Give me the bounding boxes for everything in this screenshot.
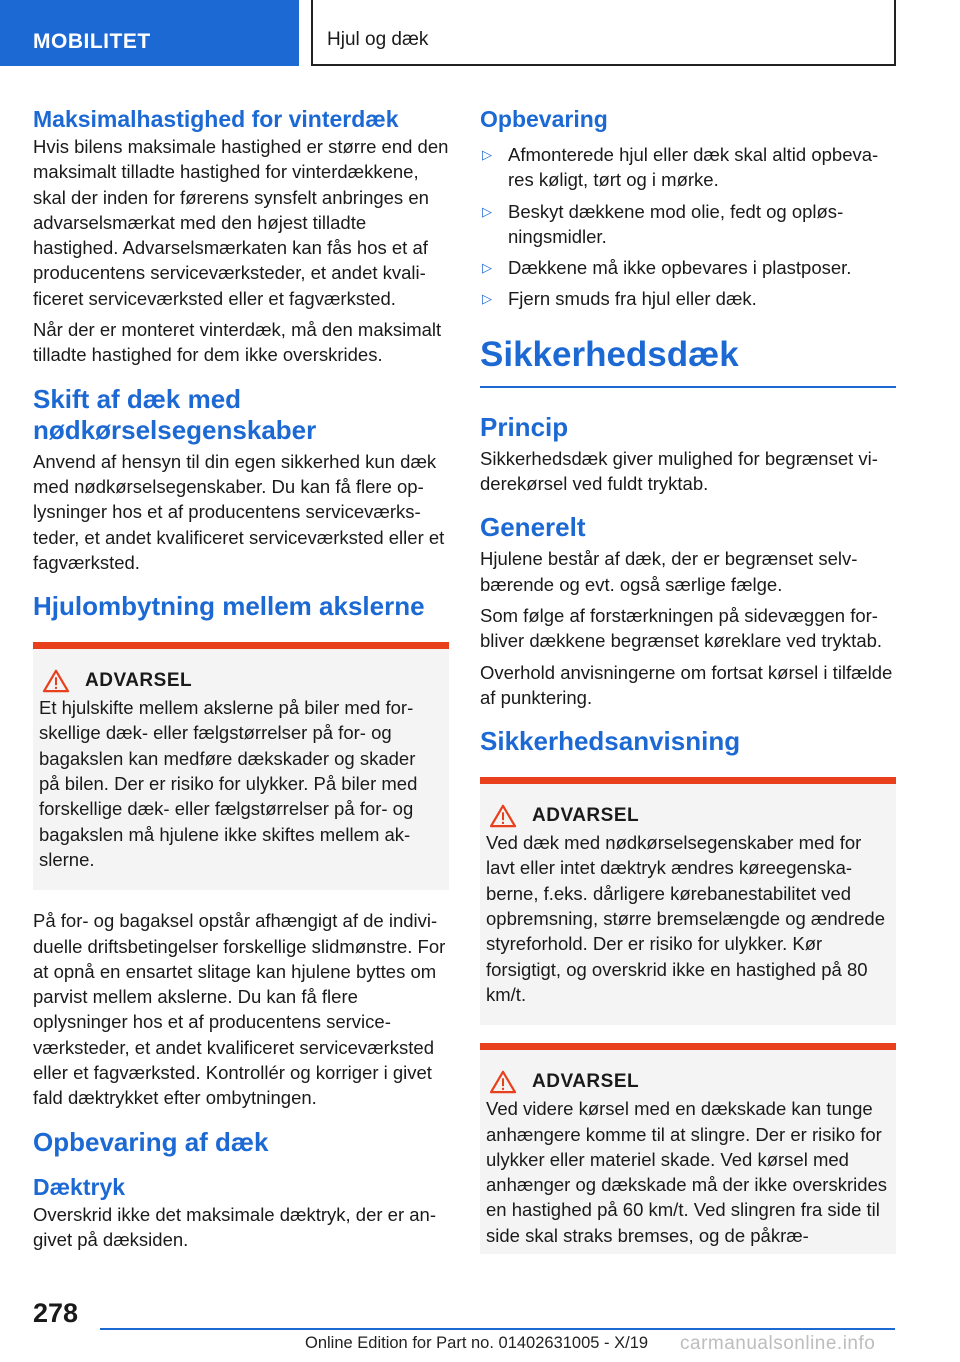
heading-runflat-change: Skift af dæk med nødkørselsegenskaber xyxy=(33,383,317,445)
triangle-bullet-icon: ▷ xyxy=(482,291,492,307)
paragraph: Hjulene består af dæk, der er begrænset selvbærende og evt. også særlige fælge. xyxy=(480,548,858,595)
heading-safety-tyres: Sikkerhedsdæk xyxy=(480,334,896,388)
warning-triangle-icon xyxy=(41,669,71,693)
warning-box xyxy=(480,1043,896,1254)
page-header xyxy=(0,0,960,66)
list-item: ▷ Fjern smuds fra hjul eller dæk. xyxy=(480,286,896,311)
warning-header xyxy=(486,1070,888,1094)
storage-list xyxy=(480,142,896,312)
heading-winter-speed: Maksimalhastighed for vinterdæk xyxy=(33,106,399,132)
triangle-bullet-icon: ▷ xyxy=(482,203,492,219)
list-item: ▷ Beskyt dækkene mod olie, fedt og opløsningsmidler. xyxy=(482,200,844,247)
heading-safety-notes: Sikkerhedsanvisning xyxy=(480,726,741,757)
paragraph: Anvend af hensyn til din egen sikkerhed kun dæk med nødkørselsegenskaber. Du kan få flere oplysninger hos et af producentens serviceværksteder, et andet kvalificeret serviceværksted eller et fagværksted. xyxy=(33,450,445,573)
heading-tyre-storage: Opbevaring af dæk xyxy=(33,1126,269,1157)
right-column xyxy=(480,100,896,1272)
chapter-title: Hjul og dæk xyxy=(311,0,896,66)
warning-box xyxy=(33,642,449,890)
paragraph: Overhold anvisningerne om fortsat kørsel i tilfælde af punktering. xyxy=(480,661,893,708)
triangle-bullet-icon: ▷ xyxy=(482,260,492,276)
page-number: 278 xyxy=(33,1298,79,1328)
warning-triangle-icon xyxy=(488,1070,518,1094)
site-watermark: carmanualsonline.info xyxy=(680,1333,876,1354)
heading-tyre-pressure: Dæktryk xyxy=(33,1173,126,1200)
paragraph: Når der er monteret vinterdæk, må den maksimalt tilladte hastighed for dem ikke overskrides. xyxy=(33,319,442,366)
warning-text: Ved videre kørsel med en dækskade kan tunge anhængere komme til at slingre. Der er risiko for ulykker eller materiel skade. Ved kørsel med anhænger og dækskade må der ikke overskrides en hastighed på 60 km/t. Ved slingren fra side til side skal straks bremses, og de påkræ- xyxy=(486,1098,888,1246)
warning-label: ADVARSEL xyxy=(532,805,640,827)
edition-info: Online Edition for Part no. 01402631005 - X/19 xyxy=(305,1334,649,1352)
paragraph: Overskrid ikke det maksimale dæktryk, der er angivet på dæksiden. xyxy=(33,1203,437,1250)
warning-label: ADVARSEL xyxy=(85,670,193,692)
paragraph: Som følge af forstærkningen på sidevæggen forbliver dækkene begrænset køreklare ved tryktab. xyxy=(480,604,883,652)
footer-rule xyxy=(100,1328,895,1330)
warning-header xyxy=(486,804,888,828)
paragraph: Hvis bilens maksimale hastighed er større end den maksimalt tilladte hastighed for vinterdækkene, skal der inden for førerens synsfelt anbringes en advarselsmærkat med den højest tilladte hastighed. Advarselsmærkaten kan fås hos et af producentens serviceværksteder, et andet kvalificeret serviceværksted eller et fagværksted. xyxy=(33,136,449,309)
list-item: ▷ Afmonterede hjul eller dæk skal altid opbevares køligt, tørt og i mørke. xyxy=(482,144,879,191)
section-tab: MOBILITET xyxy=(0,0,299,66)
paragraph: På for- og bagaksel opstår afhængigt af de individuelle driftsbetingelser forskellige slidmønstre. For at opnå en ensartet slitage kan hjulene byttes om parvist mellem akslerne. Du kan få flere oplysninger hos et af producentens serviceværksteder, et andet kvalificeret serviceværksted eller et fagværksted. Kontrollér og korriger i givet fald dæktrykket efter ombytningen. xyxy=(33,910,446,1109)
warning-header xyxy=(39,669,441,693)
triangle-bullet-icon: ▷ xyxy=(482,147,492,162)
warning-box xyxy=(480,777,896,1025)
heading-general: Generelt xyxy=(480,512,586,543)
left-column xyxy=(33,100,449,1258)
warning-triangle-icon xyxy=(488,804,518,828)
heading-wheel-rotation: Hjulombytning mellem akslerne xyxy=(33,591,425,622)
list-item: ▷ Dækkene må ikke opbevares i plastposer. xyxy=(480,255,896,280)
warning-text: Et hjulskifte mellem akslerne på biler med forskellige dæk- eller fælgstørrelser på for- og bagakslen kan medføre dækskader og skader på bilen. Der er risiko for ulykker. På biler med forskellige dæk- eller fælgstørrelser på for- og bagakslen må hjulene ikke skiftes mellem akslerne. xyxy=(39,697,418,870)
warning-label: ADVARSEL xyxy=(532,1071,640,1093)
heading-storage: Opbevaring xyxy=(480,106,608,132)
warning-text: Ved dæk med nødkørselsegenskaber med for lavt eller intet dæktryk ændres køreegenskaberne, f.eks. dårligere kørebanestabilitet ved opbremsning, større bremselængde og ændrede styreforhold. Der er risiko for ulykker. Kør forsigtigt, og overskrid ikke en hastighed på 80 km/t. xyxy=(486,832,885,1005)
heading-principle: Princip xyxy=(480,411,569,442)
paragraph: Sikkerhedsdæk giver mulighed for begrænset viderekørsel ved fuldt tryktab. xyxy=(480,447,878,495)
